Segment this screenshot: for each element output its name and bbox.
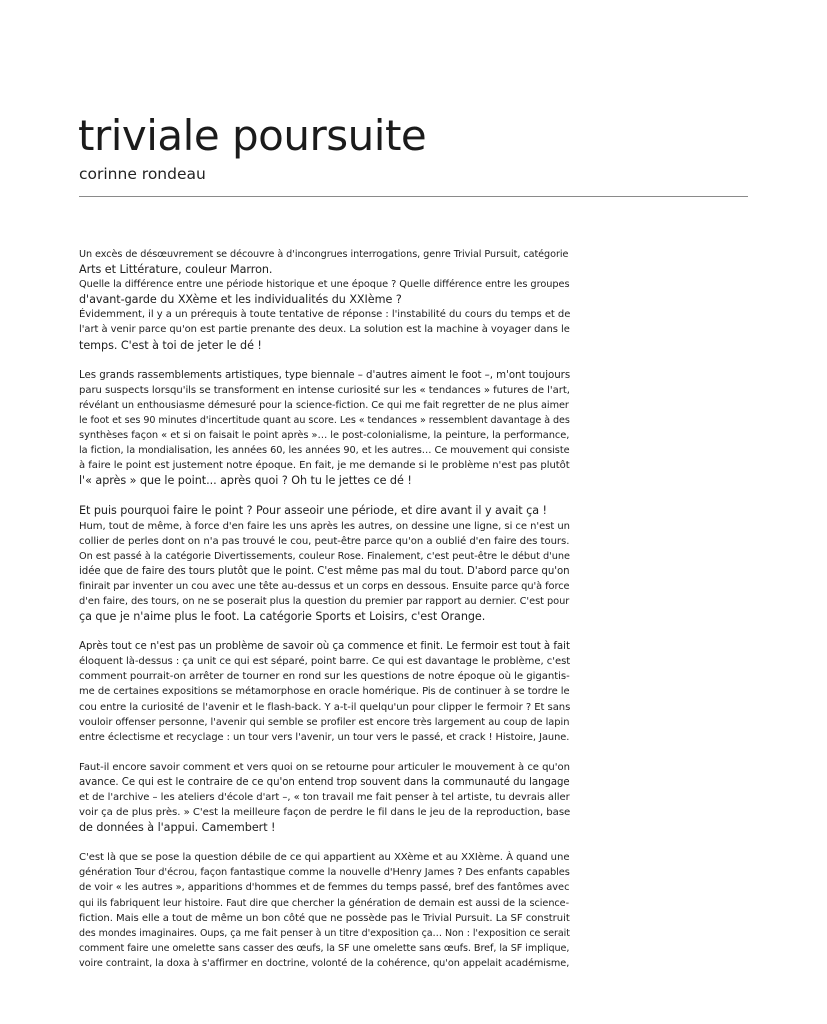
text-line: ça que je n'aime plus le foot. La catégorie Sports et Loisirs, c'est Orange. <box>79 610 486 624</box>
paragraph-5 <box>79 760 570 835</box>
text-line: de données à l'appui. Camembert ! <box>79 821 276 835</box>
text-line: l'« après » que le point... après quoi ? Oh tu le jettes ce dé ! <box>79 474 412 488</box>
text-line: On est passé à la catégorie Divertissements, couleur Rose. Finalement, c'est peut-être le début d'une <box>79 550 570 562</box>
text-line: Arts et Littérature, couleur Marron. <box>79 263 273 277</box>
text-line: Les grands rassemblements artistiques, type biennale – d'autres aiment le foot –, m'ont toujours <box>79 368 571 381</box>
text-line: me de certaines expositions se métamorphose en oracle homérique. Pis de continuer à se tordre le <box>79 686 570 698</box>
text-line: des mondes imaginaires. Oups, ça me fait penser à un titre d'exposition ça… Non : l'exposition ce serait <box>79 927 570 939</box>
text-line: paru suspects lorsqu'ils se transforment en intense curiosité sur les « tendances » futures de l'art, <box>79 384 570 396</box>
text-line: et de l'archive – les ateliers d'école d'art –, « ton travail me fait penser à tel artiste, tu devrais aller <box>79 792 570 803</box>
text-line: génération Tour d'écrou, façon fantastique comme la nouvelle d'Henry James ? Des enfants capables <box>79 867 570 879</box>
text-line: entre éclectisme et recyclage : un tour vers l'avenir, un tour vers le passé, et crack ! Histoire, Jaune. <box>79 731 570 743</box>
text-line: à faire le point est justement notre époque. En fait, je me demande si le problème n'est pas plutôt <box>79 460 570 472</box>
paragraph-2 <box>79 368 570 489</box>
text-line: idée que de faire des tours plutôt que le point. C'est même pas mal du tout. D'abord parce qu'on <box>79 565 570 577</box>
text-line: Après tout ce n'est pas un problème de savoir où ça commence et finit. Le fermoir est tout à fait <box>79 640 570 653</box>
text-line: Quelle la différence entre une période historique et une époque ? Quelle différence entre les groupes <box>79 279 570 291</box>
text-line: le foot et ses 90 minutes d'incertitude quant au score. Les « tendances » ressemblent davantage à des <box>79 414 570 426</box>
text-line: d'en faire, des tours, on ne se poserait plus la question du premier par rapport au dernier. C'est pour <box>79 595 570 607</box>
text-line: finirait par inventer un cou avec une tête au-dessus et un corps en dessous. Ensuite parce qu'à force <box>79 580 570 592</box>
text-line: révélant un enthousiasme démesuré pour la science-fiction. Ce qui me fait regretter de ne plus aimer <box>79 399 569 411</box>
page-title: triviale poursuite <box>78 111 427 160</box>
text-line: cou entre la curiosité de l'avenir et le flash-back. Y a-t-il quelqu'un pour clipper le fermoir ? Et sans <box>79 701 571 713</box>
text-line: voir ça de plus près. » C'est la meilleure façon de perdre le fil dans le jeu de la reproduction, base <box>79 807 571 819</box>
text-line: Un excès de désœuvrement se découvre à d'incongrues interrogations, genre Trivial Pursuit, catégorie <box>79 249 569 260</box>
text-line: fiction. Mais elle a tout de même un bon côté que ne possède pas le Trivial Pursuit. La SF construit <box>79 912 570 924</box>
text-line: d'avant-garde du XXème et les individualités du XXIème ? <box>79 293 402 307</box>
text-line: avance. Ce qui est le contraire de ce qu'on entend trop souvent dans la communauté du langage <box>79 776 570 788</box>
paragraph-6 <box>79 850 570 971</box>
text-line: C'est là que se pose la question débile de ce qui appartient au XXème et au XXIème. À quand une <box>79 852 570 864</box>
paragraph-1 <box>79 247 570 353</box>
text-line: qui ils fabriquent leur histoire. Faut dire que chercher la génération de demain est aussi de la science- <box>79 897 570 909</box>
text-line: comment pourrait-on arrêter de tourner en rond sur les questions de notre époque où le gigantis- <box>79 671 570 683</box>
text-line: éloquent là-dessus : ça unit ce qui est séparé, point barre. Ce qui est davantage le problème, c'est <box>79 656 571 668</box>
text-line: temps. C'est à toi de jeter le dé ! <box>79 338 262 352</box>
text-line: Et puis pourquoi faire le point ? Pour asseoir une période, et dire avant il y avait ça ! <box>79 504 547 518</box>
text-line: voire contraint, la doxa à s'affirmer en doctrine, volonté de la cohérence, qu'on appelait académisme, <box>79 957 570 969</box>
text-line: la fiction, la mondialisation, les années 60, les années 90, et les autres… Ce mouvement qui consiste <box>79 445 570 457</box>
text-line: l'art à venir parce qu'on est partie prenante des deux. La solution est la machine à voyager dans le <box>79 324 570 336</box>
text-line: Hum, tout de même, à force d'en faire les uns après les autres, on dessine une ligne, si ce n'est un <box>79 520 570 532</box>
text-line: Évidemment, il y a un prérequis à toute tentative de réponse : l'instabilité du cours du temps et de <box>79 309 571 321</box>
paragraph-4 <box>79 639 570 745</box>
text-line: collier de perles dont on n'a pas trouvé le cou, peut-être parce qu'on a oublié d'en faire des tours. <box>79 535 570 547</box>
text-line: synthèses façon « et si on faisait le point après »… le post-colonialisme, la peinture, la performance, <box>79 430 570 442</box>
title-divider <box>79 196 748 197</box>
paragraph-3 <box>79 503 570 624</box>
article-body <box>79 247 570 971</box>
text-line: comment faire une omelette sans casser des œufs, la SF une omelette sans œufs. Bref, la SF implique, <box>79 942 570 954</box>
text-line: de voir « les autres », apparitions d'hommes et de femmes du temps passé, bref des fantômes avec <box>79 882 570 894</box>
text-line: vouloir offenser personne, l'avenir qui semble se profiler est encore très largement au coup de lapin <box>79 716 570 728</box>
text-line: Faut-il encore savoir comment et vers quoi on se retourne pour articuler le mouvement à ce qu'on <box>79 761 570 773</box>
author-name: corinne rondeau <box>79 165 206 183</box>
